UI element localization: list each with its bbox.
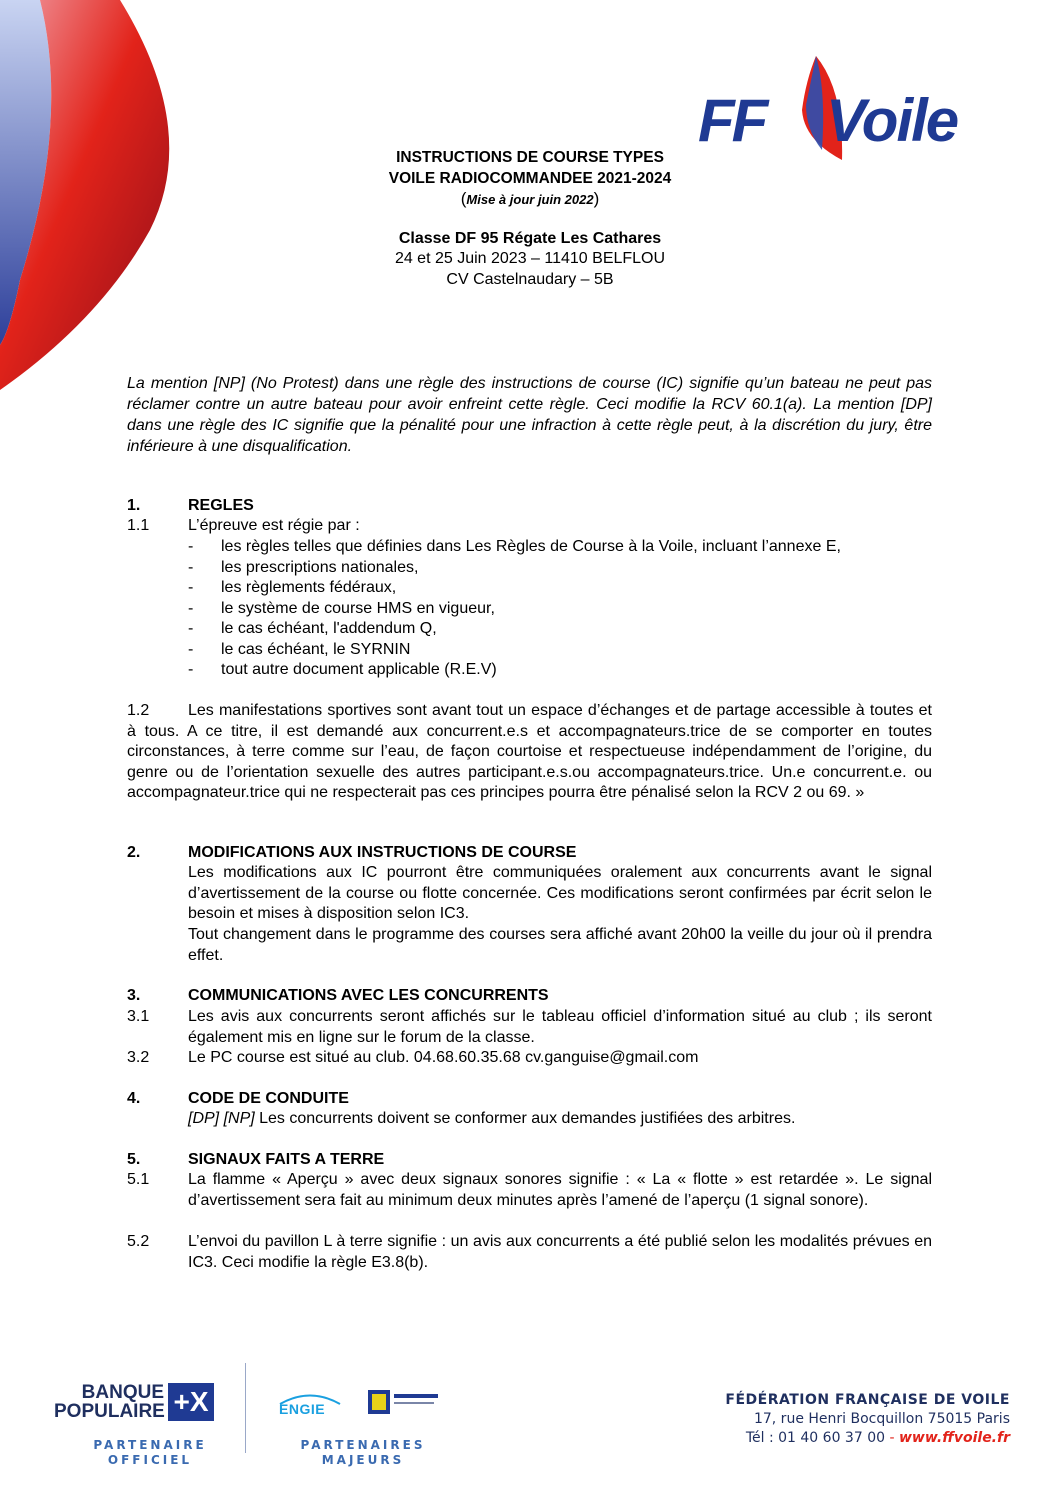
list-item: tout autre document applicable (R.E.V)	[221, 661, 497, 678]
groupe-partner-logo-icon	[368, 1390, 440, 1414]
list-bullet: -	[188, 641, 194, 658]
doc-update-note: (Mise à jour juin 2022)	[460, 189, 600, 208]
intro-paragraph: La mention [NP] (No Protest) dans une règle des instructions de course (IC) signifie qu’un bateau ne peut pas réclamer contre un autre bateau pour avoir enfreint cette règle. Ceci modifie la RCV 60.1(a). La mention [DP] dans une règle des IC signifie que la pénalité pour une infraction à cette règle peut, à la discrétion du jury, être inférieure à une disqualification.	[127, 375, 932, 455]
footer-divider	[245, 1363, 246, 1453]
bp-line-2: POPULAIRE	[54, 1401, 165, 1422]
clause-5-1-text: La flamme « Aperçu » avec deux signaux sonores signifie : « La « flotte » est retardée ». Le signal d’avertissement sera fait au minimum deux minutes après l’amené de l’aperçu (1 signal sonore).	[188, 1171, 932, 1209]
engie-logo	[275, 1393, 345, 1423]
doc-title-line2: VOILE RADIOCOMMANDEE 2021-2024	[388, 170, 672, 187]
logo-text-ff: FF	[698, 87, 766, 154]
section-4-title: CODE DE CONDUITE	[188, 1090, 349, 1107]
list-item: le cas échéant, le SYRNIN	[221, 641, 411, 658]
partners-majeurs-line-2: MAJEURS	[321, 1453, 405, 1467]
clause-5-2-text: L’envoi du pavillon L à terre signifie : un avis aux concurrents a été publié selon les modalités prévues en IC3. Ceci modifie la règle E3.8(b).	[188, 1233, 932, 1271]
logo-text-voile: Voile	[826, 87, 958, 154]
list-item: le système de course HMS en vigueur,	[221, 600, 495, 617]
list-bullet: -	[188, 620, 194, 637]
section-3-title: COMMUNICATIONS AVEC LES CONCURRENTS	[188, 987, 549, 1004]
clause-3-2-text: Le PC course est situé au club. 04.68.60.35.68 cv.ganguise@gmail.com	[188, 1049, 699, 1066]
clause-1-2	[127, 701, 932, 804]
section-3-number: 3.	[127, 987, 141, 1004]
section-5-number: 5.	[127, 1151, 141, 1168]
event-dates-location: 24 et 25 Juin 2023 – 11410 BELFLOU	[394, 250, 666, 267]
partner-officiel-label	[70, 1438, 230, 1468]
list-item: le cas échéant, l'addendum Q,	[221, 620, 437, 637]
list-item: les prescriptions nationales,	[221, 559, 419, 576]
section-2-title: MODIFICATIONS AUX INSTRUCTIONS DE COURSE	[188, 844, 577, 861]
section-5-title: SIGNAUX FAITS A TERRE	[188, 1151, 385, 1168]
section-4-body: Les concurrents doivent se conformer aux demandes justifiées des arbitres.	[254, 1110, 796, 1127]
list-bullet: -	[188, 661, 194, 678]
section-4-text	[188, 1109, 932, 1130]
section-1-number: 1.	[127, 497, 141, 514]
doc-title-line1: INSTRUCTIONS DE COURSE TYPES	[396, 149, 664, 166]
federation-phone: Tél : 01 40 60 37 00	[745, 1430, 886, 1446]
bp-plus-x-icon: +X	[168, 1383, 214, 1421]
federation-name: FÉDÉRATION FRANÇAISE DE VOILE	[725, 1392, 1010, 1408]
clause-1-1-text: L’épreuve est régie par :	[188, 517, 360, 534]
clause-5-1-number: 5.1	[127, 1171, 150, 1188]
section-2-paragraph-2: Tout changement dans le programme des courses sera affiché avant 20h00 la veille du jour où il prendra effet.	[188, 926, 932, 964]
partners-majeurs-line-1: PARTENAIRES	[300, 1438, 426, 1452]
banque-populaire-logo	[54, 1383, 214, 1433]
partners-majeurs-label	[283, 1438, 443, 1468]
clause-3-1-number: 3.1	[127, 1008, 150, 1025]
clause-5-2-number: 5.2	[127, 1233, 150, 1250]
federation-website-link[interactable]: www.ffvoile.fr	[898, 1430, 1010, 1446]
section-1-title: REGLES	[188, 497, 254, 514]
contact-separator: -	[885, 1430, 899, 1446]
decorative-sail-graphic	[0, 0, 200, 390]
partner-officiel-line-2: OFFICIEL	[107, 1453, 193, 1467]
list-bullet: -	[188, 579, 194, 596]
clause-3-2-number: 3.2	[127, 1049, 150, 1066]
event-class-title: Classe DF 95 Régate Les Cathares	[398, 230, 662, 247]
list-bullet: -	[188, 538, 194, 555]
engie-text: ENGIE	[279, 1401, 326, 1417]
clause-1-1-number: 1.1	[127, 517, 150, 534]
list-bullet: -	[188, 559, 194, 576]
clause-1-2-number: 1.2	[127, 702, 150, 719]
list-item: les règlements fédéraux,	[221, 579, 397, 596]
partner-officiel-line-1: PARTENAIRE	[93, 1438, 207, 1452]
list-item: les règles telles que définies dans Les Règles de Course à la Voile, incluant l’annexe E,	[221, 538, 841, 555]
section-4-number: 4.	[127, 1090, 141, 1107]
event-organizer: CV Castelnaudary – 5B	[446, 271, 614, 288]
section-2-number: 2.	[127, 844, 141, 861]
rule-tags: [DP] [NP]	[188, 1110, 255, 1127]
clause-3-1-text: Les avis aux concurrents seront affichés sur le tableau officiel d’information situé au club ; ils seront également mis en ligne sur le forum de la classe.	[188, 1008, 932, 1046]
ffvoile-logo	[694, 50, 964, 162]
federation-address: 17, rue Henri Bocquillon 75015 Paris	[753, 1411, 1010, 1427]
bp-line-1: BANQUE	[81, 1382, 164, 1403]
clause-1-2-text: Les manifestations sportives sont avant tout un espace d’échanges et de partage accessible à toutes et à tous. A ce titre, il est demandé aux concurrent.e.s et accompagnateurs.trice de se comporter en toutes circonstances, à terre comme sur l’eau, de façon courtoise et respectueuse indépendamment de l’origine, du genre ou de l’orientation sexuelle des autres participant.e.s.ou accompagnateurs.trice. Un.e concurrent.e. ou accompagnateur.trice qui ne respecterait pas ces principes pourra être pénalisé selon la RCV 2 ou 69. »	[127, 702, 932, 802]
federation-contact	[680, 1430, 1010, 1446]
section-2-paragraph-1: Les modifications aux IC pourront être communiquées oralement aux concurrents avant le signal d’avertissement de la course ou flotte concernée. Ces modifications seront confirmées par écrit selon le besoin et mises à disposition selon IC3.	[188, 864, 932, 923]
list-bullet: -	[188, 600, 194, 617]
